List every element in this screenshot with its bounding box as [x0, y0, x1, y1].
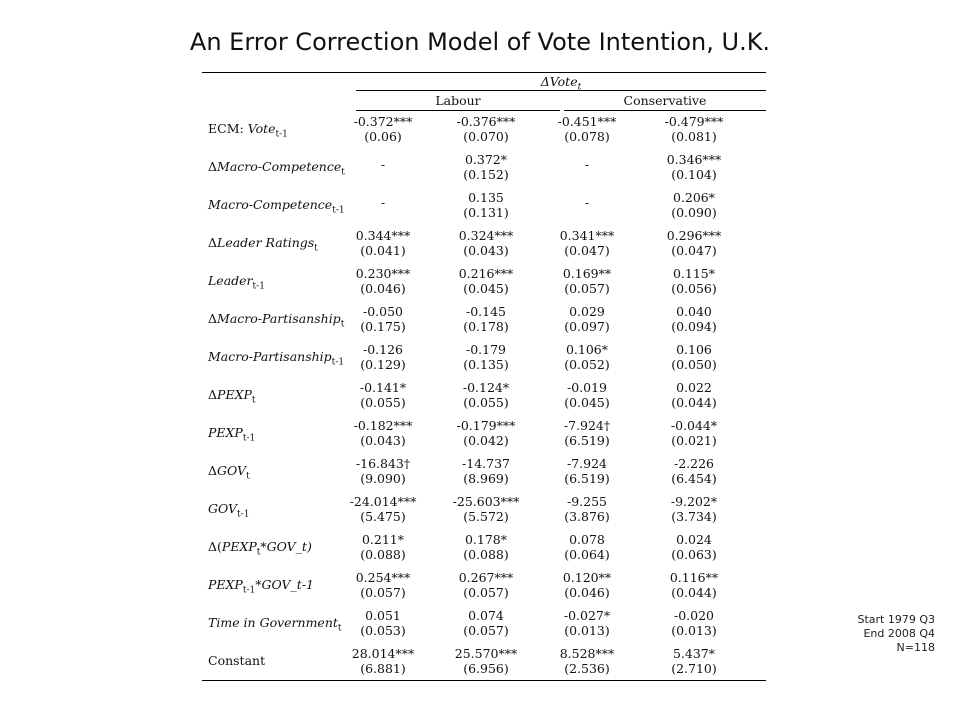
coefficient-cell [434, 228, 538, 258]
standard-error: (0.057) [463, 623, 509, 638]
coefficient-cell [331, 456, 435, 486]
coefficient-cell [535, 304, 639, 334]
standard-error: (0.078) [564, 129, 610, 144]
coefficient-cell [535, 152, 639, 178]
coefficient-cell [331, 342, 435, 372]
standard-error: (6.881) [360, 661, 406, 676]
estimate: 0.178* [464, 532, 508, 547]
standard-error: (6.956) [463, 661, 509, 676]
sample-start: Start 1979 Q3 [857, 613, 935, 626]
standard-error: (0.050) [671, 357, 717, 372]
estimate: 0.216*** [458, 266, 514, 281]
estimate: 28.014*** [351, 646, 415, 661]
dependent-variable-header [202, 73, 766, 93]
table-row [202, 262, 766, 300]
coefficient-cell [535, 342, 639, 372]
coefficient-cell [535, 228, 639, 258]
coefficient-cell [434, 532, 538, 562]
coefficient-cell [434, 494, 538, 524]
coefficient-cell [642, 456, 746, 486]
standard-error: (6.519) [564, 471, 610, 486]
coefficient-cell [434, 418, 538, 448]
estimate: 0.230*** [355, 266, 411, 281]
estimate: -7.924† [563, 418, 611, 433]
standard-error: (0.046) [564, 585, 610, 600]
table-row [202, 338, 766, 376]
row-label: ΔMacro-Partisanship$_t$ [208, 311, 345, 330]
estimate: - [380, 195, 386, 210]
row-label: ΔLeader Ratings$_t$ [208, 235, 318, 254]
coefficient-cell [642, 342, 746, 372]
estimate: - [584, 157, 590, 172]
coefficient-cell [434, 570, 538, 600]
estimate: 0.372* [464, 152, 508, 167]
estimate: 0.344*** [355, 228, 411, 243]
coefficient-cell [642, 304, 746, 334]
standard-error: (0.063) [671, 547, 717, 562]
table-row [202, 110, 766, 148]
estimate: -0.126 [362, 342, 403, 357]
standard-error: (0.021) [671, 433, 717, 448]
table-row [202, 642, 766, 680]
coefficient-cell [331, 380, 435, 410]
standard-error: (0.152) [463, 167, 509, 182]
estimate: -0.451*** [557, 114, 617, 129]
estimate: -0.179*** [456, 418, 516, 433]
standard-error: (0.043) [360, 433, 406, 448]
table-row [202, 528, 766, 566]
coefficient-cell [535, 532, 639, 562]
coefficient-cell [434, 114, 538, 144]
standard-error: (0.178) [463, 319, 509, 334]
standard-error: (6.519) [564, 433, 610, 448]
coefficient-cell [642, 494, 746, 524]
coefficient-cell [642, 418, 746, 448]
coefficient-cell [434, 190, 538, 220]
row-label: $\Delta PEXP_t$ [208, 387, 256, 406]
coefficient-cell [331, 266, 435, 296]
coefficient-cell [642, 266, 746, 296]
row-label: ΔMacro-Competence$_t$ [208, 159, 345, 178]
estimate: 0.267*** [458, 570, 514, 585]
standard-error: (0.055) [360, 395, 406, 410]
coefficient-cell [642, 646, 746, 676]
coefficient-cell [535, 570, 639, 600]
standard-error: (0.135) [463, 357, 509, 372]
estimate: -0.145 [465, 304, 506, 319]
standard-error: (0.175) [360, 319, 406, 334]
standard-error: (0.088) [463, 547, 509, 562]
standard-error: (0.044) [671, 395, 717, 410]
estimate: - [584, 195, 590, 210]
standard-error: (0.045) [463, 281, 509, 296]
table-row [202, 452, 766, 490]
estimate: -0.372*** [353, 114, 413, 129]
coefficient-cell [642, 114, 746, 144]
estimate: -9.255 [566, 494, 607, 509]
coefficient-cell [642, 532, 746, 562]
dependent-subscript: t [577, 82, 582, 93]
estimate: -0.182*** [353, 418, 413, 433]
row-label: Macro-Competence$_{t-1}$ [208, 197, 345, 216]
estimate: -2.226 [673, 456, 714, 471]
estimate: -0.019 [566, 380, 607, 395]
estimate: 25.570*** [454, 646, 518, 661]
standard-error: (0.041) [360, 243, 406, 258]
party-labour: Labour [356, 90, 560, 111]
table-row [202, 376, 766, 414]
estimate: -24.014*** [349, 494, 417, 509]
coefficient-cell [331, 494, 435, 524]
estimate: 5.437* [672, 646, 716, 661]
standard-error: (0.053) [360, 623, 406, 638]
row-label: $\Delta GOV_t$ [208, 463, 250, 482]
coefficient-cell [331, 532, 435, 562]
table-row [202, 186, 766, 224]
estimate: -0.376*** [456, 114, 516, 129]
row-label: $\Delta(PEXP_t*GOV\_t)$ [208, 539, 312, 558]
coefficient-cell [642, 190, 746, 220]
standard-error: (0.044) [671, 585, 717, 600]
standard-error: (3.876) [564, 509, 610, 524]
estimate: 0.346*** [666, 152, 722, 167]
coefficient-cell [434, 266, 538, 296]
standard-error: (8.969) [463, 471, 509, 486]
standard-error: (0.013) [564, 623, 610, 638]
row-label: $PEXP_{t-1}$ [208, 425, 256, 444]
coefficient-cell [434, 380, 538, 410]
sample-end: End 2008 Q4 [863, 627, 935, 640]
table-row [202, 224, 766, 262]
row-label: $PEXP_{t-1}*GOV\_t-1$ [208, 577, 314, 596]
standard-error: (0.104) [671, 167, 717, 182]
estimate: 0.254*** [355, 570, 411, 585]
coefficient-cell [434, 304, 538, 334]
standard-error: (0.047) [671, 243, 717, 258]
estimate: 0.211* [361, 532, 405, 547]
standard-error: (5.572) [463, 509, 509, 524]
coefficient-cell [642, 608, 746, 638]
estimate: 0.051 [365, 608, 401, 623]
coefficient-cell [331, 228, 435, 258]
standard-error: (2.536) [564, 661, 610, 676]
table-body [202, 110, 766, 680]
row-label: Time in Government$_t$ [208, 615, 342, 634]
table-row [202, 566, 766, 604]
party-header [202, 90, 766, 110]
row-label: Leader$_{t-1}$ [208, 273, 265, 292]
estimate: 0.115* [672, 266, 716, 281]
coefficient-cell [535, 646, 639, 676]
standard-error: (0.043) [463, 243, 509, 258]
estimate: -14.737 [462, 456, 510, 471]
standard-error: (0.047) [564, 243, 610, 258]
standard-error: (9.090) [360, 471, 406, 486]
estimate: 0.022 [676, 380, 712, 395]
row-label: $GOV_{t-1}$ [208, 501, 250, 520]
coefficient-cell [434, 646, 538, 676]
estimate: -0.050 [362, 304, 403, 319]
estimate: -0.479*** [664, 114, 724, 129]
standard-error: (0.013) [671, 623, 717, 638]
sample-note [820, 613, 935, 655]
estimate: 0.074 [468, 608, 504, 623]
estimate: 0.296*** [666, 228, 722, 243]
coefficient-cell [535, 114, 639, 144]
standard-error: (2.710) [671, 661, 717, 676]
coefficient-cell [331, 114, 435, 144]
coefficient-cell [331, 304, 435, 334]
estimate: -9.202* [670, 494, 718, 509]
standard-error: (0.064) [564, 547, 610, 562]
standard-error: (0.042) [463, 433, 509, 448]
estimate: 0.106* [565, 342, 609, 357]
coefficient-cell [331, 152, 435, 178]
coefficient-cell [434, 608, 538, 638]
standard-error: (3.734) [671, 509, 717, 524]
table-row [202, 490, 766, 528]
coefficient-cell [331, 646, 435, 676]
coefficient-cell [331, 190, 435, 216]
coefficient-cell [642, 570, 746, 600]
coefficient-cell [331, 418, 435, 448]
standard-error: (0.070) [463, 129, 509, 144]
standard-error: (5.475) [360, 509, 406, 524]
page-title: An Error Correction Model of Vote Intention, U.K. [189, 28, 771, 56]
coefficient-cell [434, 152, 538, 182]
coefficient-cell [331, 570, 435, 600]
estimate: -0.027* [563, 608, 611, 623]
coefficient-cell [535, 266, 639, 296]
coefficient-cell [535, 418, 639, 448]
standard-error: (0.088) [360, 547, 406, 562]
standard-error: (0.057) [360, 585, 406, 600]
standard-error: (0.057) [463, 585, 509, 600]
estimate: -7.924 [566, 456, 607, 471]
estimate: -0.020 [673, 608, 714, 623]
estimate: 0.324*** [458, 228, 514, 243]
estimate: 0.116** [669, 570, 719, 585]
coefficient-cell [535, 456, 639, 486]
delta-symbol: Δ [540, 74, 550, 89]
party-conservative: Conservative [564, 90, 766, 111]
estimate: 8.528*** [559, 646, 615, 661]
estimate: 0.106 [676, 342, 712, 357]
coefficient-cell [642, 380, 746, 410]
standard-error: (0.055) [463, 395, 509, 410]
table-row [202, 414, 766, 452]
estimate: 0.120** [562, 570, 612, 585]
estimate: 0.024 [676, 532, 712, 547]
row-label: ECM: Vote$_{t-1}$ [208, 121, 288, 140]
coefficient-cell [434, 342, 538, 372]
coefficient-cell [331, 608, 435, 638]
row-label: Macro-Partisanship$_{t-1}$ [208, 349, 345, 368]
table-row [202, 300, 766, 338]
standard-error: (0.090) [671, 205, 717, 220]
estimate: 0.206* [672, 190, 716, 205]
coefficient-cell [535, 380, 639, 410]
standard-error: (0.081) [671, 129, 717, 144]
estimate: 0.078 [569, 532, 605, 547]
standard-error: (0.097) [564, 319, 610, 334]
standard-error: (0.094) [671, 319, 717, 334]
estimate: - [380, 157, 386, 172]
estimate: 0.135 [468, 190, 504, 205]
estimate: 0.341*** [559, 228, 615, 243]
standard-error: (0.057) [564, 281, 610, 296]
standard-error: (0.052) [564, 357, 610, 372]
coefficient-cell [434, 456, 538, 486]
standard-error: (0.045) [564, 395, 610, 410]
sample-n: N=118 [896, 641, 935, 654]
regression-table [202, 72, 766, 681]
estimate: -0.124* [462, 380, 510, 395]
standard-error: (6.454) [671, 471, 717, 486]
coefficient-cell [535, 494, 639, 524]
coefficient-cell [535, 190, 639, 216]
coefficient-cell [642, 228, 746, 258]
estimate: -0.179 [465, 342, 506, 357]
dependent-label: Vote [549, 74, 578, 89]
coefficient-cell [535, 608, 639, 638]
standard-error: (0.046) [360, 281, 406, 296]
estimate: 0.169** [562, 266, 612, 281]
coefficient-cell [642, 152, 746, 182]
estimate: -16.843† [355, 456, 411, 471]
standard-error: (0.056) [671, 281, 717, 296]
estimate: 0.040 [676, 304, 712, 319]
table-row [202, 604, 766, 642]
row-label: Constant [208, 653, 266, 668]
table-row [202, 148, 766, 186]
estimate: -0.141* [359, 380, 407, 395]
standard-error: (0.131) [463, 205, 509, 220]
estimate: -25.603*** [452, 494, 520, 509]
standard-error: (0.129) [360, 357, 406, 372]
standard-error: (0.06) [364, 129, 402, 144]
estimate: 0.029 [569, 304, 605, 319]
estimate: -0.044* [670, 418, 718, 433]
